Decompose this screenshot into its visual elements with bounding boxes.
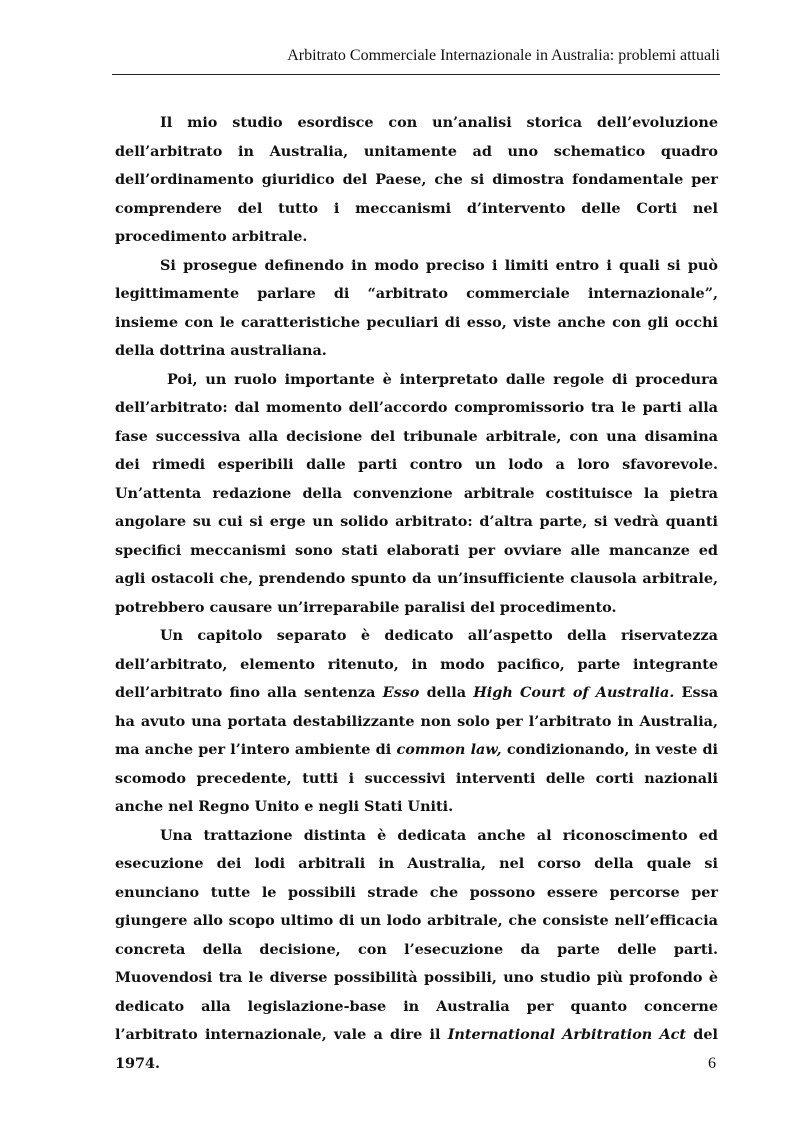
case-name-esso: Esso bbox=[382, 684, 420, 701]
term-common-law: common law, bbox=[396, 741, 502, 758]
paragraph-intro: Il mio studio esordisce con un’analisi storica dell’evoluzione dell’arbitrato in Australia, unitamente ad uno schematico quadro dell’ordinamento giuridico del Paese, che si dimostra fondamentale per comprendere del tutto i meccanismi d’intervento delle Corti nel procedimento arbitrale. bbox=[115, 114, 718, 245]
page-number: 6 bbox=[708, 1055, 716, 1072]
text-run: Un capitolo separato è dedicato all’aspetto della riservatezza dell’arbitrato, elemento ritenuto, in modo pacifico, parte integrante dell’arbitrato fino alla sentenza bbox=[115, 627, 718, 701]
paragraph-definition: Si prosegue definendo in modo preciso i limiti entro i quali si può legittimamente parlare di “arbitrato commerciale internazionale”, insieme con le caratteristiche peculiari di esso, viste anche con gli occhi della dottrina australiana. bbox=[115, 256, 718, 359]
paragraph-procedure: Poi, un ruolo importante è interpretato dalle regole di procedura dell’arbitrato: dal momento dell’accordo compromissorio tra le parti alla fase successiva alla decisione del tribunale arbitrale, con una disamina dei rimedi esperibili dalle parti contro un lodo a loro sfavorevole. Un’attenta redazione della convenzione arbitrale costituisce la pietra angolare su cui si erge un solido arbitrato: d’altra parte, si vedrà quanti specifici meccanismi sono stati elaborati per ovviare alle mancanze ed agli ostacoli che, prendendo spunto da un’insufficiente clausola arbitrale, potrebbero causare un’irreparabile paralisi del procedimento. bbox=[115, 370, 718, 616]
body-text bbox=[115, 109, 718, 1078]
paragraph-enforcement bbox=[115, 822, 718, 1079]
text-run: Una trattazione distinta è dedicata anche al riconoscimento ed esecuzione dei lodi arbitrali in Australia, nel corso della quale si enunciano tutte le possibili strade che possono essere percorse per giungere allo scopo ultimo di un lodo arbitrale, che consiste nell’efficacia concreta della decisione, con l’esecuzione da parte delle parti. Muovendosi tra le diverse possibilità possibili, uno studio più profondo è dedicato alla legislazione-base in Australia per quanto concerne l’arbitrato internazionale, vale a dire il bbox=[115, 826, 718, 1043]
court-name: High Court of Australia. bbox=[473, 684, 675, 701]
running-header: Arbitrato Commerciale Internazionale in Australia: problemi attuali bbox=[287, 47, 720, 64]
text-run: della bbox=[419, 684, 474, 701]
paragraph-confidentiality bbox=[115, 622, 718, 822]
text-run: del 1974. bbox=[115, 1026, 718, 1072]
act-title: International Arbitration Act bbox=[447, 1026, 687, 1043]
text-run: condizionando, in veste di scomodo precedente, tutti i successivi interventi delle corti nazionali anche nel Regno Unito e negli Stati Uniti. bbox=[115, 741, 719, 815]
text-run: Essa ha avuto una portata destabilizzante non solo per l’arbitrato in Australia, ma anche per l’intero ambiente di bbox=[115, 684, 719, 758]
header-rule bbox=[112, 74, 720, 75]
